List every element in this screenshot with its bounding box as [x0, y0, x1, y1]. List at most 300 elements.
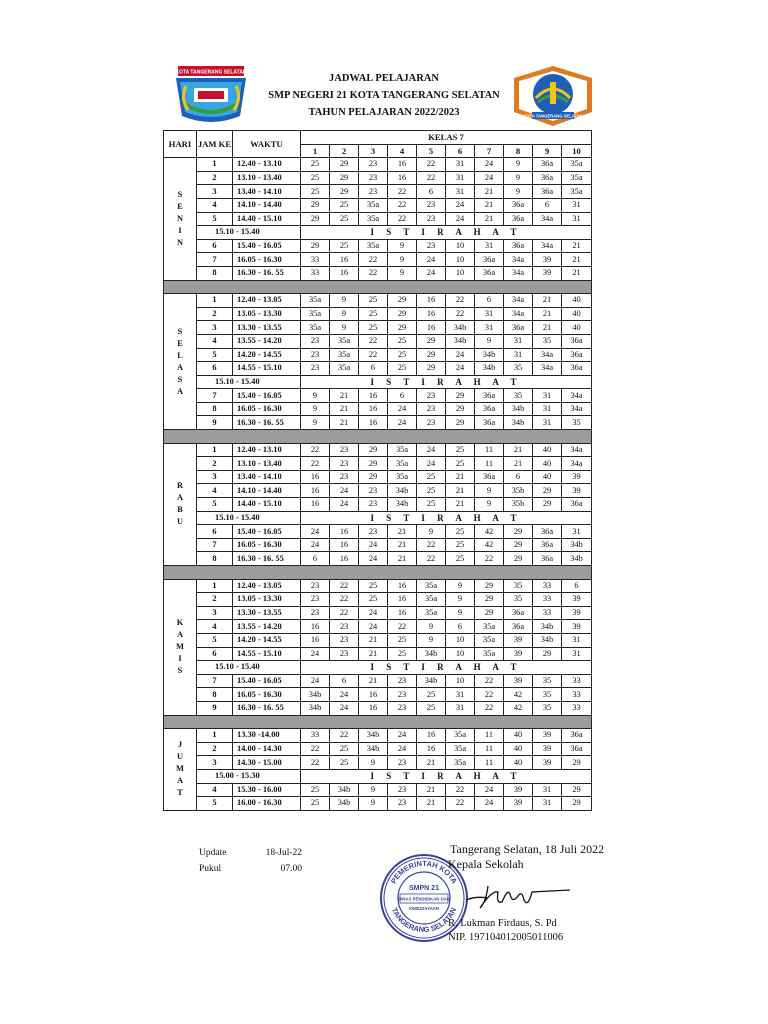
table-row — [164, 783, 592, 797]
teacher-code-cell: 33 — [562, 701, 592, 715]
period-number: 2 — [197, 593, 233, 607]
teacher-code-cell: 31 — [475, 307, 504, 321]
header-kelas: KELAS 7 — [301, 131, 592, 145]
teacher-code-cell: 22 — [446, 797, 475, 811]
schedule-body — [164, 158, 592, 811]
teacher-code-cell: 24 — [446, 362, 475, 376]
table-row — [164, 212, 592, 226]
period-number: 4 — [197, 484, 233, 498]
day-letter: S — [177, 666, 183, 676]
teacher-code-cell: 42 — [475, 525, 504, 539]
day-letter: K — [176, 618, 184, 628]
teacher-code-cell: 34a — [504, 253, 533, 267]
teacher-code-cell: 21 — [475, 185, 504, 199]
table-row — [164, 701, 592, 715]
teacher-code-cell: 21 — [417, 756, 446, 770]
teacher-code-cell: 31 — [533, 783, 562, 797]
table-row — [164, 756, 592, 770]
teacher-code-cell: 16 — [388, 171, 417, 185]
teacher-code-cell: 16 — [359, 416, 388, 430]
stamp-center-3: KEBUDAYAAN — [409, 906, 439, 911]
teacher-code-cell: 29 — [417, 348, 446, 362]
teacher-code-cell: 25 — [359, 294, 388, 308]
teacher-code-cell: 25 — [446, 457, 475, 471]
day-letter: U — [176, 517, 184, 527]
teacher-code-cell: 35a — [562, 158, 592, 172]
table-row — [164, 253, 592, 267]
period-time: 14.40 - 15.10 — [233, 212, 301, 226]
teacher-code-cell: 25 — [330, 198, 359, 212]
teacher-code-cell: 39 — [504, 797, 533, 811]
day-letter: A — [176, 776, 184, 786]
teacher-code-cell: 36a — [475, 402, 504, 416]
teacher-code-cell: 9 — [504, 185, 533, 199]
teacher-code-cell: 34a — [533, 212, 562, 226]
teacher-code-cell: 16 — [330, 525, 359, 539]
break-time: 15.10 - 15.40 — [197, 511, 301, 525]
period-number: 2 — [197, 307, 233, 321]
table-row — [164, 593, 592, 607]
teacher-code-cell: 34b — [562, 538, 592, 552]
period-time: 13.30 -14.00 — [233, 729, 301, 743]
teacher-code-cell: 35a — [359, 198, 388, 212]
class-header: 3 — [359, 144, 388, 158]
teacher-code-cell: 36a — [504, 198, 533, 212]
update-label: Update — [199, 848, 227, 858]
teacher-code-cell: 29 — [330, 185, 359, 199]
day-letter: T — [177, 788, 183, 798]
period-time: 14.55 - 15.10 — [233, 362, 301, 376]
teacher-code-cell: 9 — [475, 334, 504, 348]
class-header: 4 — [388, 144, 417, 158]
teacher-code-cell: 31 — [562, 198, 592, 212]
teacher-code-cell: 31 — [504, 334, 533, 348]
teacher-code-cell: 31 — [446, 688, 475, 702]
title-line-2: SMP NEGERI 21 KOTA TANGERANG SELATAN — [268, 90, 500, 101]
teacher-code-cell: 35a — [562, 171, 592, 185]
teacher-code-cell: 42 — [504, 688, 533, 702]
teacher-code-cell: 29 — [330, 171, 359, 185]
teacher-code-cell: 35a — [475, 620, 504, 634]
period-number: 8 — [197, 402, 233, 416]
teacher-code-cell: 29 — [301, 239, 330, 253]
table-row — [164, 606, 592, 620]
period-time: 14.30 - 15.00 — [233, 756, 301, 770]
teacher-code-cell: 25 — [388, 362, 417, 376]
teacher-code-cell: 16 — [388, 579, 417, 593]
teacher-code-cell: 31 — [446, 701, 475, 715]
teacher-code-cell: 31 — [533, 402, 562, 416]
teacher-code-cell: 16 — [301, 470, 330, 484]
teacher-code-cell: 25 — [330, 756, 359, 770]
teacher-code-cell: 6 — [417, 185, 446, 199]
teacher-code-cell: 40 — [562, 294, 592, 308]
period-time: 12.40 - 13.05 — [233, 294, 301, 308]
teacher-code-cell: 29 — [533, 484, 562, 498]
signature — [458, 878, 578, 919]
teacher-code-cell: 34a — [504, 266, 533, 280]
teacher-code-cell: 35a — [417, 606, 446, 620]
teacher-code-cell: 35 — [504, 593, 533, 607]
period-time: 16.00 - 16.30 — [233, 797, 301, 811]
table-row — [164, 498, 592, 512]
teacher-code-cell: 36a — [475, 266, 504, 280]
period-time: 14.20 - 14.55 — [233, 348, 301, 362]
teacher-code-cell: 33 — [301, 729, 330, 743]
day-letter: A — [176, 493, 184, 503]
teacher-code-cell: 24 — [359, 538, 388, 552]
teacher-code-cell: 24 — [475, 797, 504, 811]
table-row — [164, 633, 592, 647]
teacher-code-cell: 33 — [562, 674, 592, 688]
teacher-code-cell: 21 — [388, 525, 417, 539]
period-time: 14.40 - 15.10 — [233, 498, 301, 512]
pukul-label: Pukul — [199, 864, 222, 874]
teacher-code-cell: 23 — [417, 198, 446, 212]
period-time: 13.55 - 14.20 — [233, 620, 301, 634]
day-letter: N — [176, 237, 184, 247]
teacher-code-cell: 29 — [359, 470, 388, 484]
teacher-code-cell: 33 — [533, 579, 562, 593]
table-row — [164, 552, 592, 566]
teacher-code-cell: 6 — [330, 674, 359, 688]
table-row — [164, 307, 592, 321]
period-time: 16.30 - 16. 55 — [233, 701, 301, 715]
teacher-code-cell: 22 — [417, 171, 446, 185]
teacher-code-cell: 9 — [504, 171, 533, 185]
period-time: 13.10 - 13.40 — [233, 457, 301, 471]
city-logo-text: KOTA TANGERANG SELATAN — [175, 69, 247, 76]
teacher-code-cell: 39 — [504, 783, 533, 797]
teacher-code-cell: 34b — [301, 701, 330, 715]
break-time: 15.10 - 15.40 — [197, 375, 301, 389]
teacher-code-cell: 9 — [359, 783, 388, 797]
teacher-code-cell: 24 — [388, 402, 417, 416]
teacher-code-cell: 36a — [504, 606, 533, 620]
teacher-code-cell: 16 — [417, 321, 446, 335]
teacher-code-cell: 35a — [388, 457, 417, 471]
period-time: 15.40 - 16.05 — [233, 239, 301, 253]
teacher-code-cell: 23 — [359, 484, 388, 498]
teacher-code-cell: 35 — [533, 688, 562, 702]
teacher-code-cell: 35a — [301, 321, 330, 335]
teacher-code-cell: 34a — [533, 239, 562, 253]
stamp-center-1: SMPN 21 — [409, 885, 439, 892]
period-time: 16.05 - 16.30 — [233, 402, 301, 416]
teacher-code-cell: 35a — [388, 443, 417, 457]
teacher-code-cell: 29 — [359, 457, 388, 471]
teacher-code-cell: 22 — [475, 552, 504, 566]
period-time: 14.00 - 14.30 — [233, 742, 301, 756]
period-number: 1 — [197, 729, 233, 743]
teacher-code-cell: 35a — [475, 647, 504, 661]
teacher-code-cell: 40 — [504, 756, 533, 770]
class-header: 6 — [446, 144, 475, 158]
teacher-code-cell: 6 — [446, 620, 475, 634]
table-row — [164, 416, 592, 430]
teacher-code-cell: 11 — [475, 457, 504, 471]
teacher-code-cell: 25 — [417, 688, 446, 702]
table-row — [164, 457, 592, 471]
teacher-code-cell: 29 — [562, 797, 592, 811]
teacher-code-cell: 34b — [446, 334, 475, 348]
teacher-code-cell: 9 — [475, 484, 504, 498]
teacher-code-cell: 16 — [388, 158, 417, 172]
teacher-code-cell: 9 — [359, 797, 388, 811]
day-letter: S — [177, 326, 183, 336]
day-letter: A — [176, 630, 184, 640]
teacher-code-cell: 35 — [533, 674, 562, 688]
teacher-code-cell: 22 — [475, 688, 504, 702]
teacher-code-cell: 21 — [562, 253, 592, 267]
class-header: 5 — [417, 144, 446, 158]
period-number: 6 — [197, 362, 233, 376]
pukul-value: 07.00 — [280, 864, 302, 874]
teacher-code-cell: 29 — [417, 362, 446, 376]
teacher-code-cell: 6 — [359, 362, 388, 376]
schedule-table — [163, 130, 592, 811]
teacher-code-cell: 23 — [359, 171, 388, 185]
period-time: 16.30 - 16. 55 — [233, 266, 301, 280]
teacher-code-cell: 21 — [388, 538, 417, 552]
teacher-code-cell: 24 — [330, 688, 359, 702]
teacher-code-cell: 34b — [301, 688, 330, 702]
teacher-code-cell: 21 — [359, 633, 388, 647]
period-time: 15.40 - 16.05 — [233, 389, 301, 403]
teacher-code-cell: 25 — [388, 647, 417, 661]
teacher-code-cell: 6 — [562, 579, 592, 593]
teacher-code-cell: 29 — [562, 783, 592, 797]
teacher-code-cell: 24 — [446, 198, 475, 212]
period-number: 3 — [197, 470, 233, 484]
teacher-code-cell: 9 — [417, 633, 446, 647]
teacher-code-cell: 25 — [388, 633, 417, 647]
teacher-code-cell: 29 — [562, 756, 592, 770]
teacher-code-cell: 34b — [533, 633, 562, 647]
teacher-code-cell: 29 — [388, 294, 417, 308]
separator-cell — [164, 280, 592, 294]
teacher-code-cell: 21 — [417, 783, 446, 797]
teacher-code-cell: 35 — [504, 389, 533, 403]
day-letter: J — [177, 740, 183, 750]
teacher-code-cell: 39 — [562, 593, 592, 607]
teacher-code-cell: 16 — [417, 294, 446, 308]
teacher-code-cell: 23 — [417, 402, 446, 416]
teacher-code-cell: 39 — [504, 647, 533, 661]
day-letter: M — [176, 642, 184, 652]
teacher-code-cell: 24 — [446, 212, 475, 226]
period-time: 16.05 - 16.30 — [233, 253, 301, 267]
teacher-code-cell: 25 — [446, 552, 475, 566]
teacher-code-cell: 21 — [330, 416, 359, 430]
period-number: 3 — [197, 321, 233, 335]
teacher-code-cell: 22 — [475, 674, 504, 688]
teacher-code-cell: 29 — [533, 498, 562, 512]
teacher-code-cell: 9 — [301, 402, 330, 416]
teacher-code-cell: 21 — [446, 498, 475, 512]
teacher-code-cell: 34a — [562, 389, 592, 403]
teacher-code-cell: 9 — [388, 266, 417, 280]
period-number: 8 — [197, 688, 233, 702]
period-number: 6 — [197, 239, 233, 253]
header-hari: HARI — [164, 131, 197, 158]
teacher-code-cell: 40 — [562, 307, 592, 321]
teacher-code-cell: 24 — [301, 525, 330, 539]
teacher-code-cell: 35a — [330, 362, 359, 376]
teacher-code-cell: 21 — [330, 402, 359, 416]
teacher-code-cell: 23 — [417, 239, 446, 253]
teacher-code-cell: 31 — [562, 633, 592, 647]
update-value: 18-Jul-22 — [265, 848, 302, 858]
teacher-code-cell: 22 — [359, 334, 388, 348]
table-row — [164, 389, 592, 403]
table-row — [164, 538, 592, 552]
teacher-code-cell: 25 — [417, 470, 446, 484]
day-name — [164, 729, 197, 811]
teacher-code-cell: 23 — [388, 797, 417, 811]
teacher-code-cell: 31 — [475, 239, 504, 253]
table-row — [164, 294, 592, 308]
period-time: 14.10 - 14.40 — [233, 484, 301, 498]
period-number: 3 — [197, 185, 233, 199]
teacher-code-cell: 22 — [301, 742, 330, 756]
teacher-code-cell: 29 — [475, 606, 504, 620]
day-letter: R — [176, 481, 184, 491]
teacher-code-cell: 35a — [446, 729, 475, 743]
teacher-code-cell: 34a — [562, 457, 592, 471]
table-row — [164, 402, 592, 416]
teacher-code-cell: 29 — [475, 593, 504, 607]
teacher-code-cell: 22 — [330, 729, 359, 743]
teacher-code-cell: 36a — [562, 348, 592, 362]
teacher-code-cell: 25 — [301, 783, 330, 797]
teacher-code-cell: 25 — [301, 797, 330, 811]
period-number: 8 — [197, 266, 233, 280]
teacher-code-cell: 24 — [417, 253, 446, 267]
table-row — [164, 579, 592, 593]
day-name — [164, 158, 197, 280]
teacher-code-cell: 34b — [330, 797, 359, 811]
teacher-code-cell: 24 — [388, 416, 417, 430]
table-row — [164, 158, 592, 172]
teacher-code-cell: 9 — [504, 158, 533, 172]
teacher-code-cell: 31 — [562, 647, 592, 661]
period-number: 1 — [197, 294, 233, 308]
day-letter: A — [176, 362, 184, 372]
teacher-code-cell: 24 — [475, 158, 504, 172]
teacher-code-cell: 40 — [562, 321, 592, 335]
teacher-code-cell: 9 — [330, 307, 359, 321]
teacher-code-cell: 34b — [446, 321, 475, 335]
teacher-code-cell: 35a — [330, 334, 359, 348]
class-header: 8 — [504, 144, 533, 158]
title-line-1: JADWAL PELAJARAN — [329, 73, 439, 84]
teacher-code-cell: 22 — [359, 253, 388, 267]
break-row — [164, 769, 592, 783]
teacher-code-cell: 36a — [533, 538, 562, 552]
teacher-code-cell: 11 — [475, 742, 504, 756]
stamp-bottom-text: TANGERANG SELATAN — [389, 906, 459, 935]
teacher-code-cell: 9 — [301, 416, 330, 430]
separator-cell — [164, 430, 592, 444]
break-label: I S T I R A H A T — [301, 769, 592, 783]
teacher-code-cell: 21 — [533, 294, 562, 308]
teacher-code-cell: 33 — [533, 606, 562, 620]
teacher-code-cell: 9 — [330, 294, 359, 308]
teacher-code-cell: 24 — [446, 348, 475, 362]
period-time: 14.20 - 14.55 — [233, 633, 301, 647]
break-time: 15.10 - 15.40 — [197, 661, 301, 675]
day-letter: E — [177, 338, 183, 348]
period-time: 12.40 - 13.10 — [233, 443, 301, 457]
teacher-code-cell: 29 — [446, 402, 475, 416]
teacher-code-cell: 25 — [359, 593, 388, 607]
teacher-code-cell: 36a — [562, 362, 592, 376]
teacher-code-cell: 16 — [301, 498, 330, 512]
class-header: 9 — [533, 144, 562, 158]
teacher-code-cell: 35 — [504, 579, 533, 593]
teacher-code-cell: 35 — [504, 362, 533, 376]
teacher-code-cell: 22 — [446, 307, 475, 321]
teacher-code-cell: 21 — [475, 212, 504, 226]
table-row — [164, 742, 592, 756]
day-letter: A — [176, 386, 184, 396]
day-separator — [164, 715, 592, 729]
teacher-code-cell: 29 — [504, 552, 533, 566]
teacher-code-cell: 42 — [504, 701, 533, 715]
teacher-code-cell: 25 — [301, 185, 330, 199]
teacher-code-cell: 35 — [533, 334, 562, 348]
teacher-code-cell: 34a — [533, 362, 562, 376]
period-number: 3 — [197, 606, 233, 620]
period-number: 5 — [197, 797, 233, 811]
teacher-code-cell: 42 — [475, 538, 504, 552]
day-separator — [164, 566, 592, 580]
teacher-code-cell: 16 — [301, 620, 330, 634]
period-number: 4 — [197, 198, 233, 212]
teacher-code-cell: 29 — [504, 525, 533, 539]
teacher-code-cell: 36a — [533, 525, 562, 539]
teacher-code-cell: 9 — [301, 389, 330, 403]
teacher-code-cell: 9 — [417, 525, 446, 539]
teacher-code-cell: 25 — [446, 525, 475, 539]
period-number: 4 — [197, 783, 233, 797]
class-header: 7 — [475, 144, 504, 158]
teacher-code-cell: 23 — [417, 212, 446, 226]
teacher-code-cell: 22 — [417, 552, 446, 566]
period-number: 7 — [197, 253, 233, 267]
teacher-code-cell: 35a — [359, 212, 388, 226]
teacher-code-cell: 9 — [388, 239, 417, 253]
table-row — [164, 171, 592, 185]
teacher-code-cell: 34a — [562, 402, 592, 416]
teacher-code-cell: 23 — [330, 647, 359, 661]
table-row — [164, 266, 592, 280]
teacher-code-cell: 40 — [533, 443, 562, 457]
teacher-code-cell: 23 — [359, 158, 388, 172]
period-number: 2 — [197, 171, 233, 185]
teacher-code-cell: 39 — [533, 253, 562, 267]
teacher-code-cell: 29 — [301, 212, 330, 226]
period-number: 2 — [197, 457, 233, 471]
break-label: I S T I R A H A T — [301, 511, 592, 525]
table-row — [164, 729, 592, 743]
period-number: 8 — [197, 552, 233, 566]
teacher-code-cell: 11 — [475, 756, 504, 770]
teacher-code-cell: 22 — [301, 756, 330, 770]
teacher-code-cell: 40 — [504, 742, 533, 756]
teacher-code-cell: 21 — [446, 484, 475, 498]
